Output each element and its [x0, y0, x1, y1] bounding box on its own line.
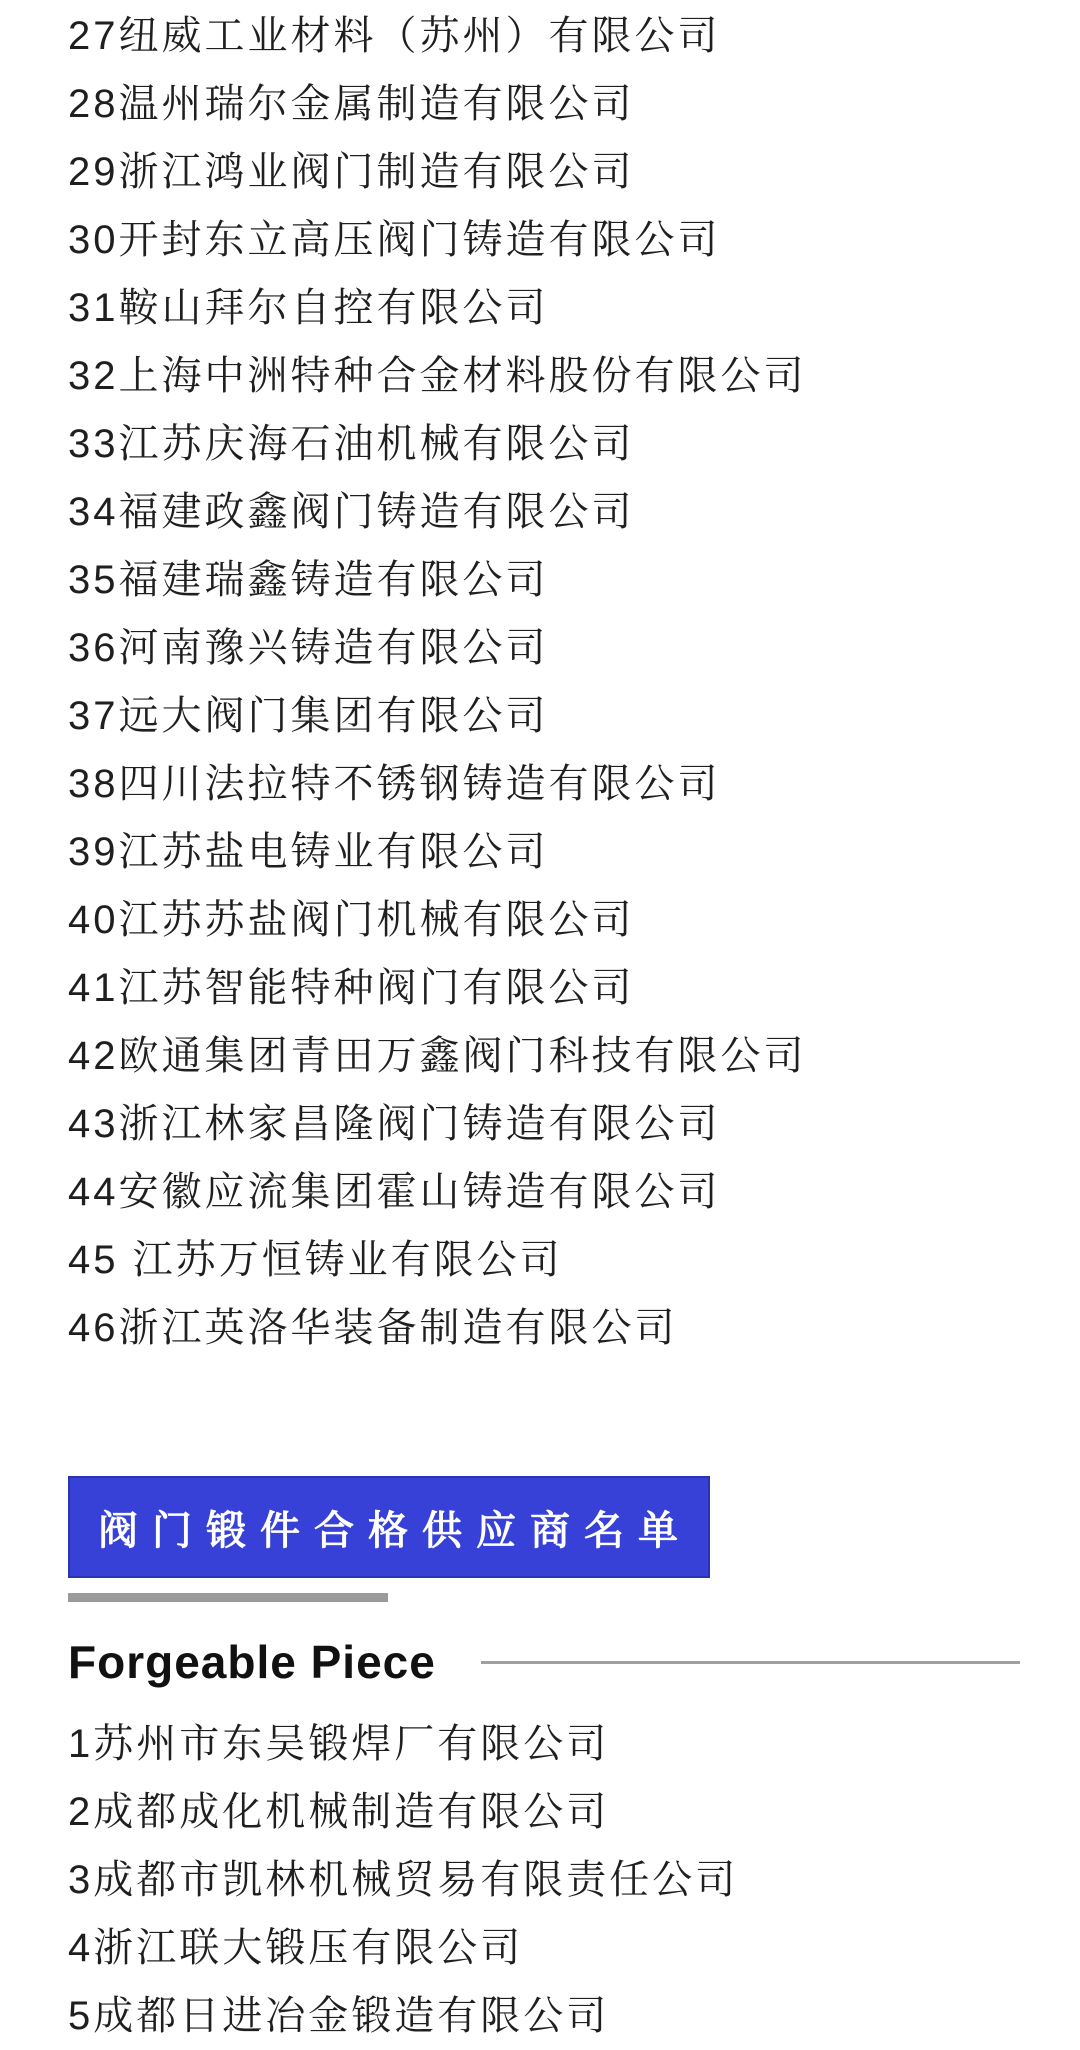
list-item: 38四川法拉特不锈钢铸造有限公司: [68, 762, 721, 806]
list-item: 44安徽应流集团霍山铸造有限公司: [68, 1170, 721, 1214]
list-item: 34福建政鑫阀门铸造有限公司: [68, 490, 635, 534]
list-item: 31鞍山拜尔自控有限公司: [68, 286, 549, 330]
list-item: 41江苏智能特种阀门有限公司: [68, 966, 635, 1010]
heading-rule-line: [481, 1661, 1020, 1664]
section-heading-row: [68, 1636, 1020, 1688]
list-item: 39江苏盐电铸业有限公司: [68, 830, 549, 874]
list-item: 43浙江林家昌隆阀门铸造有限公司: [68, 1102, 721, 1146]
list-item: 4浙江联大锻压有限公司: [68, 1926, 524, 1970]
section-banner: [68, 1476, 710, 1578]
list-item: 45 江苏万恒铸业有限公司: [68, 1238, 563, 1282]
list-item: 3成都市凯林机械贸易有限责任公司: [68, 1858, 739, 1902]
banner-title: 阀门锻件合格供应商名单: [98, 1508, 692, 1553]
list-item: 2成都成化机械制造有限公司: [68, 1790, 610, 1834]
list-item: 29浙江鸿业阀门制造有限公司: [68, 150, 635, 194]
list-item: 27纽威工业材料（苏州）有限公司: [68, 14, 721, 58]
divider-bar: [68, 1593, 388, 1602]
list-item: 37远大阀门集团有限公司: [68, 694, 549, 738]
forging-supplier-list: [0, 1708, 1080, 2050]
list-item: 1苏州市东吴锻焊厂有限公司: [68, 1722, 610, 1766]
list-item: 40江苏苏盐阀门机械有限公司: [68, 898, 635, 942]
list-item: 28温州瑞尔金属制造有限公司: [68, 82, 635, 126]
list-item: 33江苏庆海石油机械有限公司: [68, 422, 635, 466]
list-item: 42欧通集团青田万鑫阀门科技有限公司: [68, 1034, 807, 1078]
list-item: 30开封东立高压阀门铸造有限公司: [68, 218, 721, 262]
list-item: 46浙江英洛华装备制造有限公司: [68, 1306, 678, 1350]
list-item: 32上海中洲特种合金材料股份有限公司: [68, 354, 807, 398]
list-item: 35福建瑞鑫铸造有限公司: [68, 558, 549, 602]
list-item: 36河南豫兴铸造有限公司: [68, 626, 549, 670]
list-item: 5成都日进冶金锻造有限公司: [68, 1994, 610, 2038]
section-title: Forgeable Piece: [68, 1636, 436, 1688]
